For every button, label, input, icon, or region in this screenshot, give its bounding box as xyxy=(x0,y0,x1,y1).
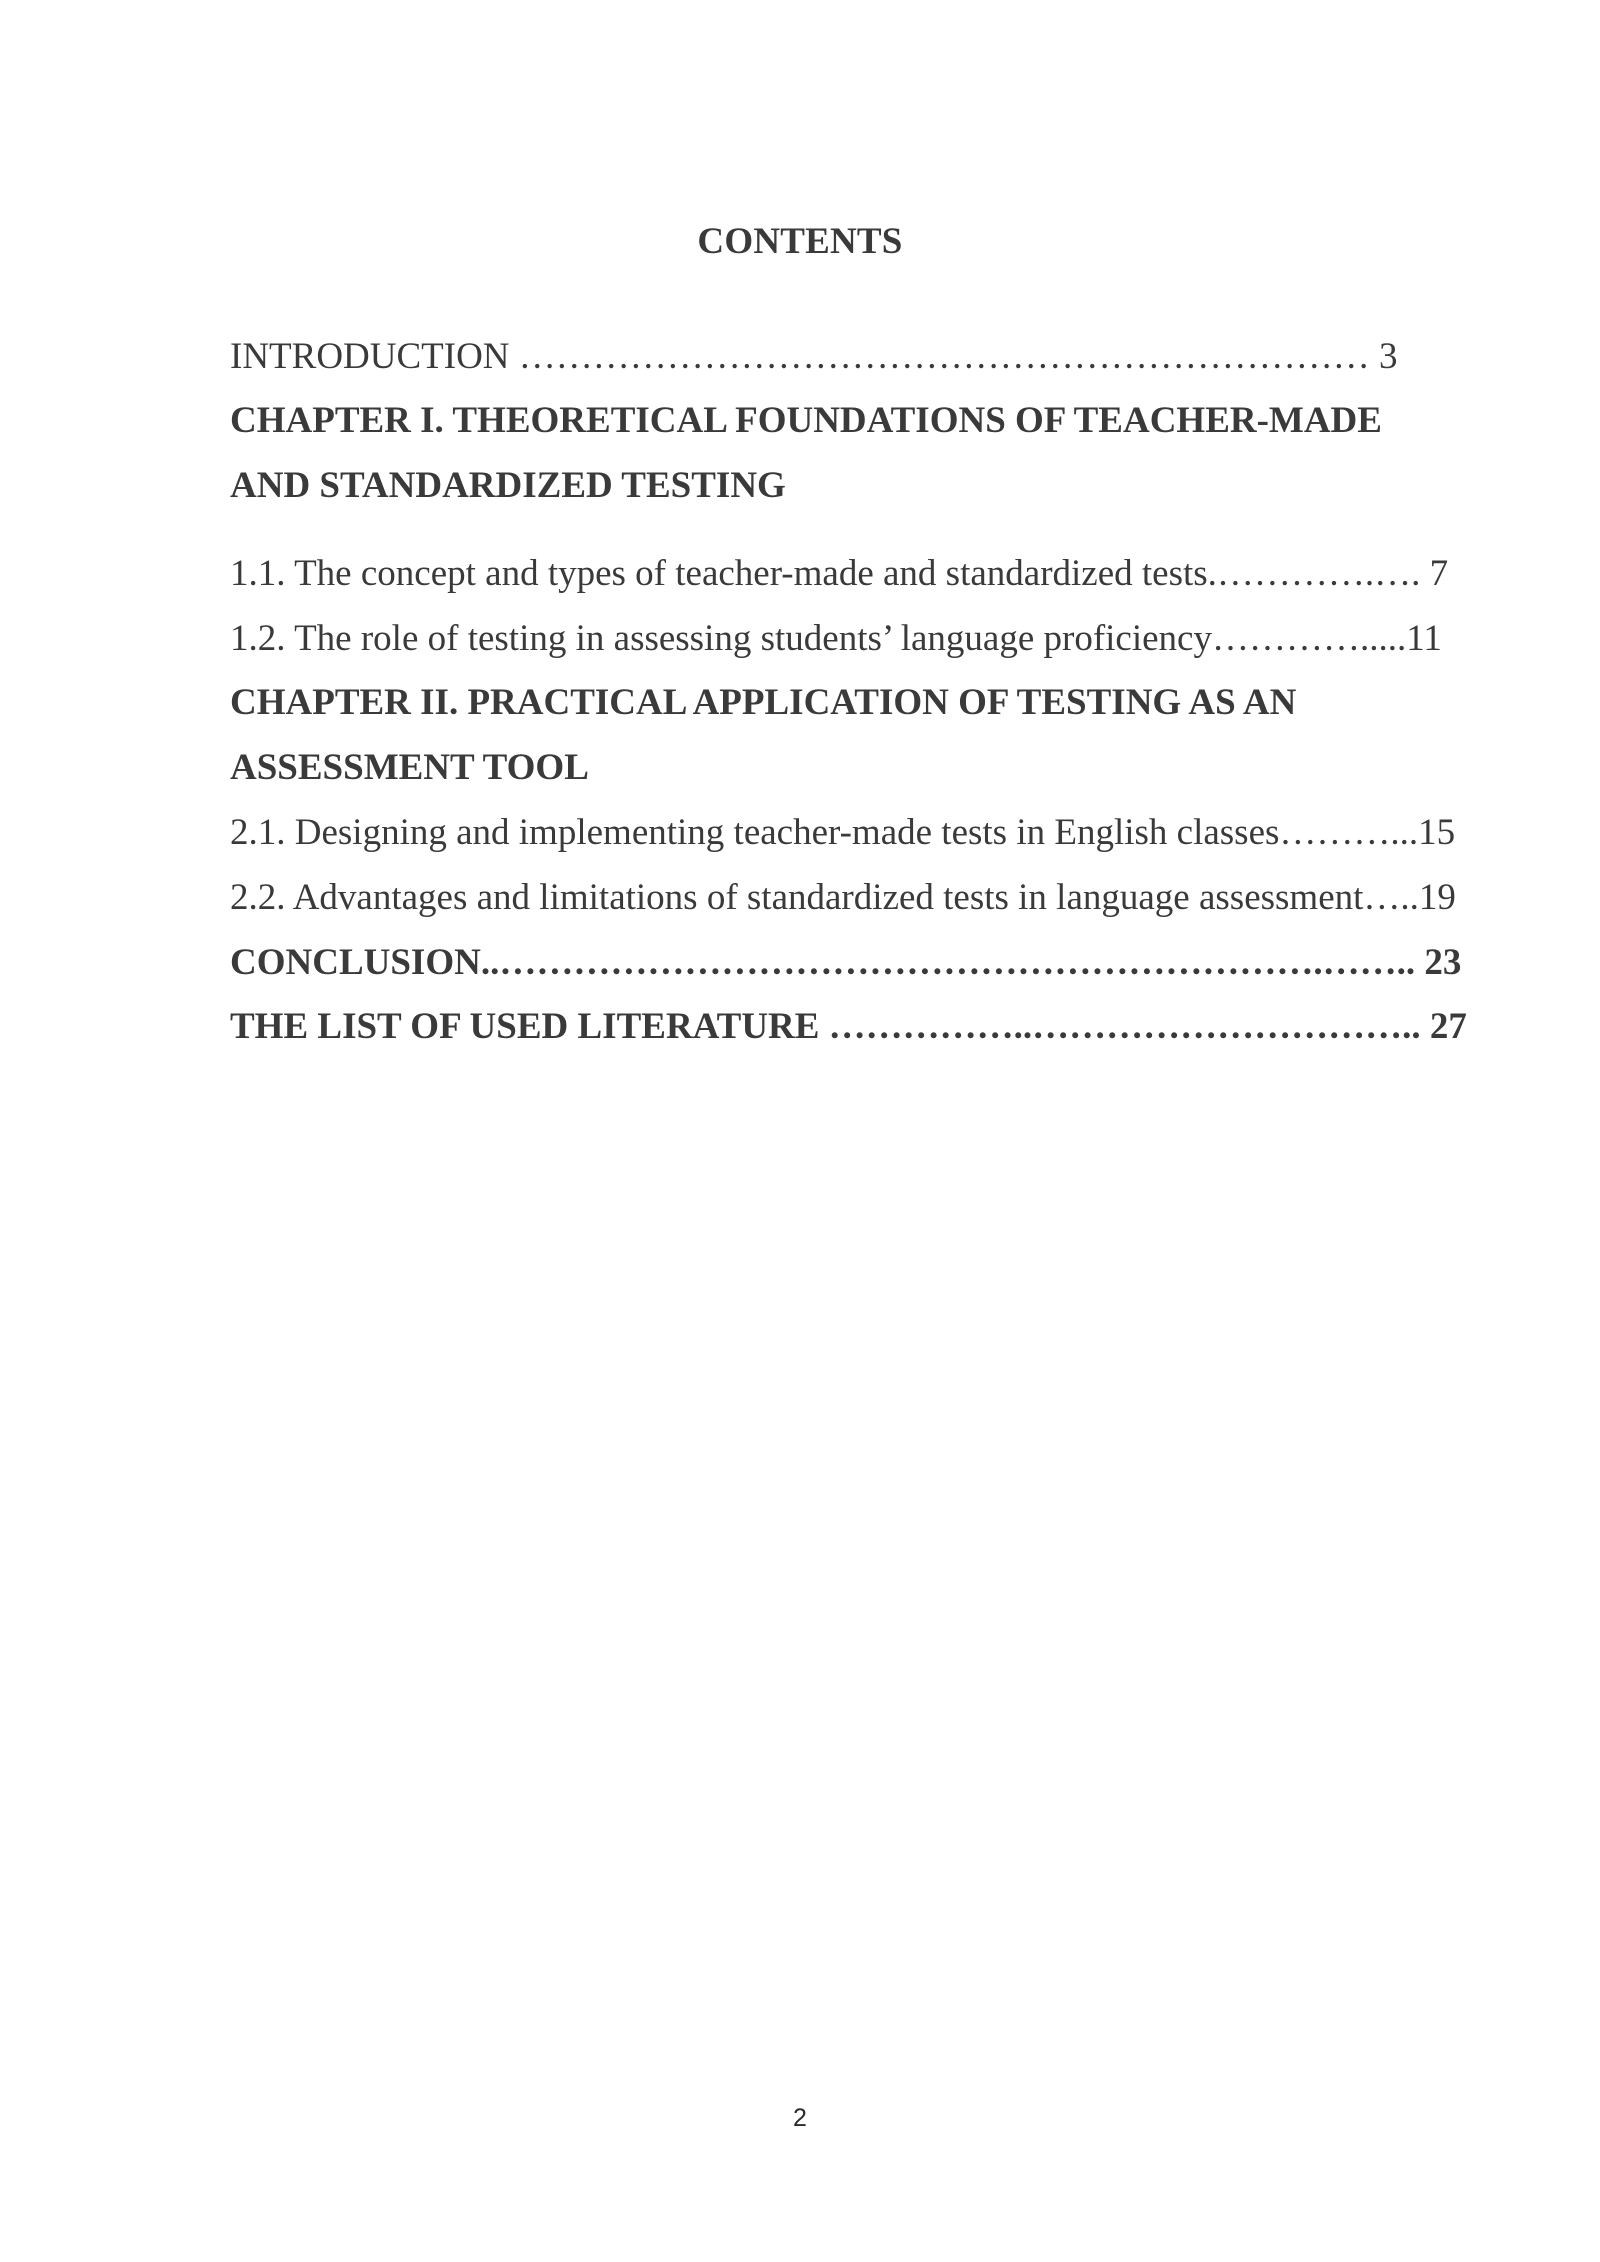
toc-entry-chapter-2-line-2: ASSESSMENT TOOL xyxy=(230,747,589,788)
toc-entry-introduction: INTRODUCTION …………………………………………………………… 3 xyxy=(230,336,1398,377)
toc-entry-literature: THE LIST OF USED LITERATURE ……………..………………………….. 27 xyxy=(230,1006,1467,1047)
contents-heading: CONTENTS xyxy=(697,221,903,262)
toc-entry-section-2-2: 2.2. Advantages and limitations of standardized tests in language assessment…..19 xyxy=(230,877,1456,918)
page-number: 2 xyxy=(793,2104,807,2132)
toc-entry-section-1-1: 1.1. The concept and types of teacher-made and standardized tests.………….…. 7 xyxy=(230,553,1449,594)
toc-entry-chapter-2-line-1: CHAPTER II. PRACTICAL APPLICATION OF TESTING AS AN xyxy=(230,682,1297,723)
toc-entry-section-1-2: 1.2. The role of testing in assessing students’ language proficiency………….....11 xyxy=(230,618,1442,659)
toc-entry-conclusion: CONCLUSION..………………………………………………………….…….. 23 xyxy=(230,942,1462,983)
toc-entry-chapter-1-line-1: CHAPTER I. THEORETICAL FOUNDATIONS OF TEACHER-MADE xyxy=(230,400,1382,441)
toc-entry-chapter-1-line-2: AND STANDARDIZED TESTING xyxy=(230,465,786,506)
toc-entry-section-2-1: 2.1. Designing and implementing teacher-made tests in English classes………...15 xyxy=(230,812,1456,853)
